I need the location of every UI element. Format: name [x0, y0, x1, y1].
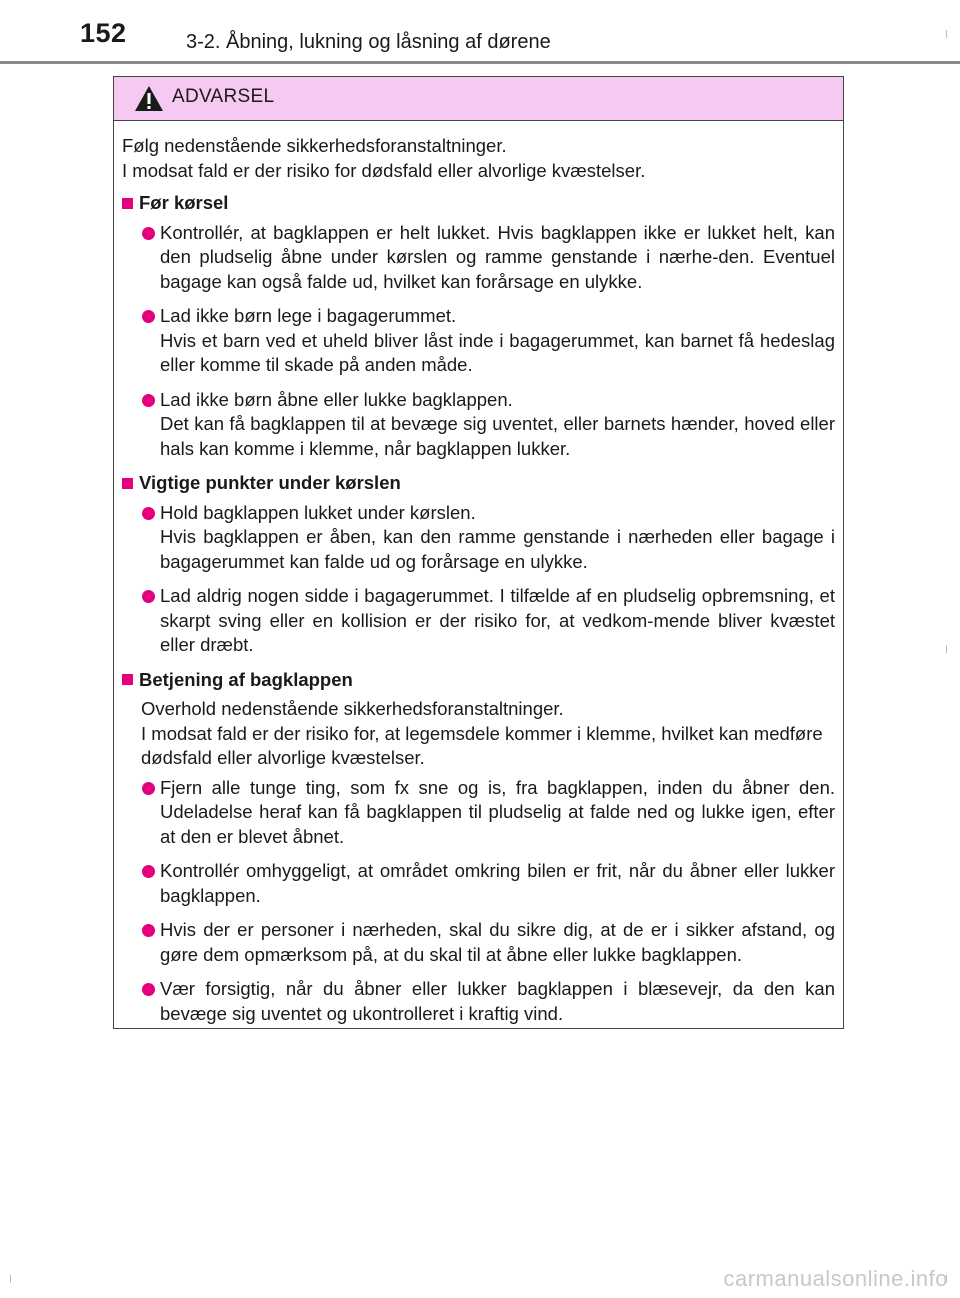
bullet-text: Hold bagklappen lukket under kørslen. [160, 501, 476, 523]
square-bullet-icon [122, 674, 133, 685]
bullet-text: Lad ikke børn lege i bagagerummet. [160, 305, 457, 326]
section-foer-koersel [122, 191, 835, 461]
section-heading-text: Betjening af bagklappen [139, 668, 353, 690]
list-item [122, 388, 835, 462]
footer-watermark: carmanualsonline.info [723, 1266, 948, 1291]
bullet-text: Det kan få bagklappen til at bevæge sig uventet, eller barnets hænder, hoved eller hals kan komme i klemme, når bagklappen lukker. [160, 413, 835, 459]
list-item [122, 977, 835, 1026]
circle-bullet-icon [142, 590, 155, 603]
section-heading [122, 668, 835, 693]
intro-line: I modsat fald er der risiko for dødsfald eller alvorlige kvæstelser. [122, 159, 646, 181]
section-heading-text: Vigtige punkter under kørslen [139, 472, 401, 493]
list-item [122, 584, 835, 658]
paragraph-line: I modsat fald er der risiko for, at legemsdele kommer i klemme, hvilket kan medføre dødsfald eller alvorlige kvæstelser. [141, 722, 823, 768]
list-item [122, 304, 835, 378]
crop-mark [10, 1275, 11, 1283]
warning-intro [122, 134, 835, 183]
section-heading [122, 191, 835, 216]
bullet-text: Hvis bagklappen er åben, kan den ramme genstande i nærheden eller bagage i bagagerummet kan falde ud og forårsage en ulykke. [160, 526, 835, 572]
circle-bullet-icon [142, 983, 155, 996]
section-heading [122, 471, 835, 496]
warning-box [113, 76, 844, 1029]
header-rule [0, 61, 960, 64]
square-bullet-icon [122, 478, 133, 489]
paragraph-line: Overhold nedenstående sikkerhedsforanstaltninger. [141, 698, 564, 719]
bullet-text: Lad aldrig nogen sidde i bagagerummet. I tilfælde af en pludselig opbremsning, et skarpt sving eller en kollision er der risiko for, at vedkom-mende bliver kvæstet eller dræbt. [160, 585, 835, 655]
bullet-text: Kontrollér omhyggeligt, at området omkring bilen er frit, når du åbner eller lukker bagklappen. [160, 860, 835, 906]
circle-bullet-icon [142, 227, 155, 240]
warning-triangle-icon [134, 85, 164, 112]
crop-mark [946, 645, 947, 653]
bullet-text: Hvis et barn ved et uheld bliver låst inde i bagagerummet, kan barnet få hedeslag eller komme til skade på anden måde. [160, 329, 835, 375]
warning-body [114, 121, 843, 1026]
circle-bullet-icon [142, 924, 155, 937]
circle-bullet-icon [142, 865, 155, 878]
intro-line: Følg nedenstående sikkerhedsforanstaltninger. [122, 135, 507, 156]
square-bullet-icon [122, 198, 133, 209]
section-heading-text: Før kørsel [139, 192, 229, 213]
bullet-text: Kontrollér, at bagklappen er helt lukket. Hvis bagklappen ikke er lukket helt, kan den pludselig åbne under kørslen og ramme genstande i nærhe-den. Eventuel bagage kan også falde ud, hvilket kan forårsage en ulykke. [160, 221, 835, 292]
list-item [122, 776, 835, 850]
section-betjening [122, 668, 835, 1027]
warning-title: ADVARSEL [172, 86, 275, 107]
circle-bullet-icon [142, 507, 155, 520]
warning-header [114, 77, 843, 121]
circle-bullet-icon [142, 310, 155, 323]
bullet-text: Hvis der er personer i nærheden, skal du sikre dig, at de er i sikker afstand, og gøre dem opmærksom på, at du skal til at åbne eller lukke bagklappen. [160, 919, 835, 965]
page-number: 152 [80, 18, 127, 48]
circle-bullet-icon [142, 394, 155, 407]
bullet-text: Vær forsigtig, når du åbner eller lukker bagklappen i blæsevejr, da den kan bevæge sig uventet og ukontrolleret i kraftig vind. [160, 978, 835, 1024]
list-item [122, 918, 835, 967]
section-vigtige-punkter [122, 471, 835, 658]
list-item [122, 859, 835, 908]
bullet-text: Lad ikke børn åbne eller lukke bagklappen. [160, 388, 513, 410]
circle-bullet-icon [142, 782, 155, 795]
section-paragraph [141, 697, 835, 771]
bullet-text: Fjern alle tunge ting, som fx sne og is, fra bagklappen, inden du åbner den. Udeladelse heraf kan få bagklappen til pludselig at falde ned og lukke igen, efter at den er blevet åbnet. [160, 776, 835, 847]
list-item [122, 221, 835, 295]
crop-mark [946, 30, 947, 38]
list-item [122, 501, 835, 575]
section-title: 3-2. Åbning, lukning og låsning af dørene [186, 31, 551, 53]
